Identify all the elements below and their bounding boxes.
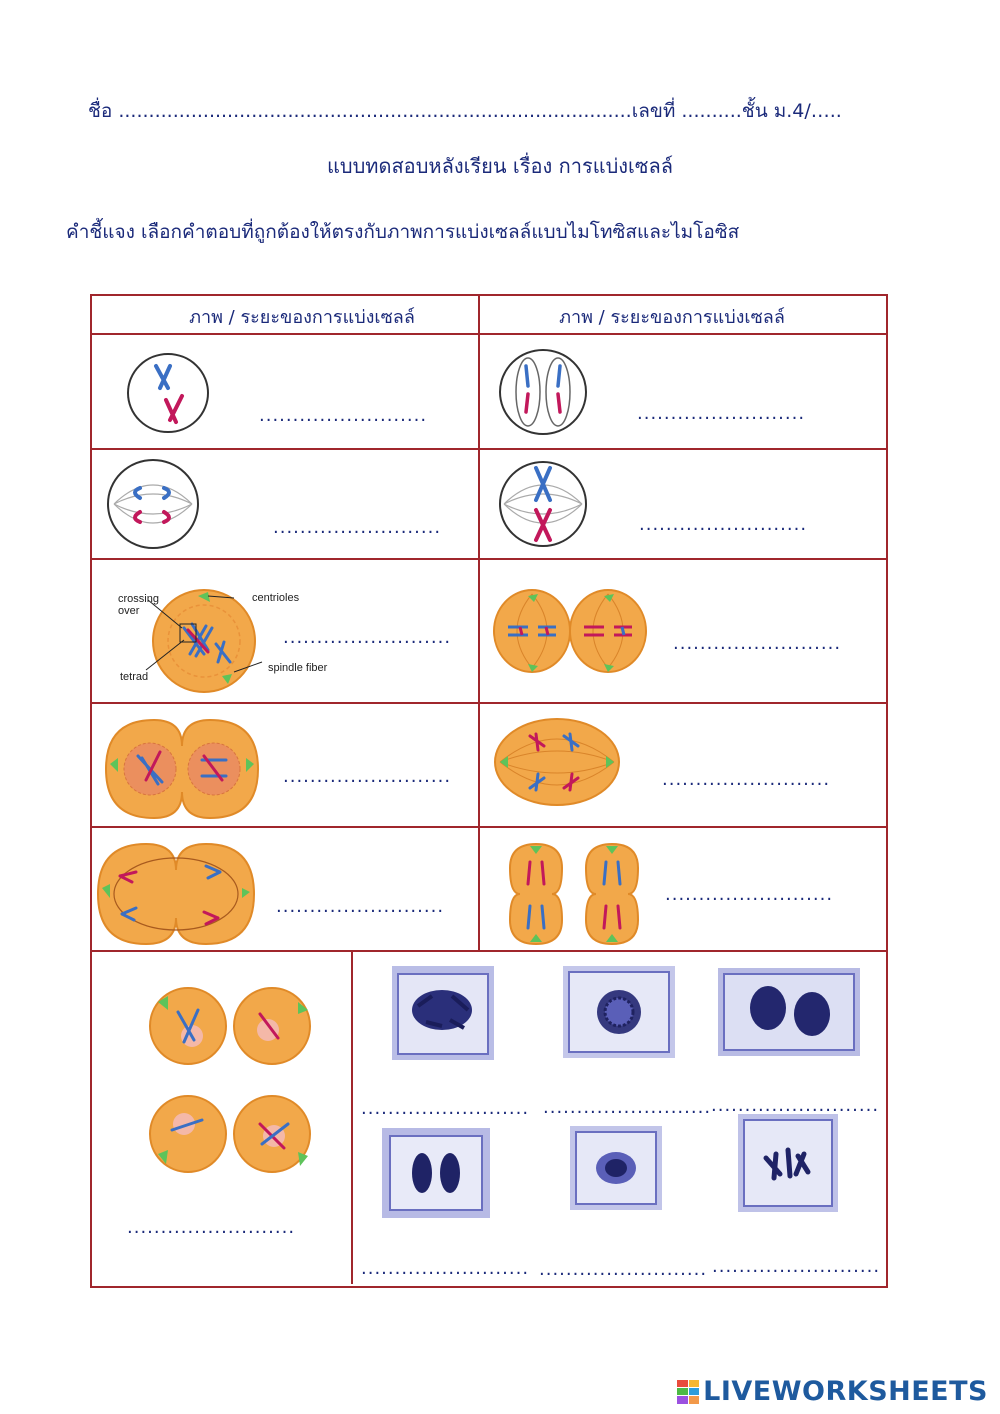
answer-blank[interactable]: ......................... xyxy=(273,517,442,538)
cell-metaphase-diagram xyxy=(496,458,590,550)
answer-blank[interactable]: ......................... xyxy=(665,884,834,905)
brand-name: LIVEWORKSHEETS xyxy=(703,1376,988,1407)
instruction-text: คำชี้แจง เลือกคำตอบที่ถูกต้องให้ตรงกับภาพการแบ่งเซลล์แบบไมโทซิสและไมโอซิส xyxy=(66,221,740,243)
cell-anaphase-two-diagram xyxy=(96,842,256,946)
micrograph-telophase xyxy=(382,1128,490,1218)
answer-blank[interactable]: ......................... xyxy=(361,1258,530,1279)
page-title: แบบทดสอบหลังเรียน เรื่อง การแบ่งเซลล์ xyxy=(327,154,673,178)
liveworksheets-logo xyxy=(677,1376,988,1407)
liveworksheets-icon xyxy=(677,1380,699,1404)
micrograph-prophase xyxy=(392,966,494,1060)
micrograph-anaphase xyxy=(718,968,860,1056)
table-divider xyxy=(92,702,886,704)
answer-blank[interactable]: ......................... xyxy=(539,1259,708,1280)
label-tetrad: tetrad xyxy=(120,671,149,683)
micrograph-early-prophase xyxy=(563,966,675,1058)
answer-blank[interactable]: ......................... xyxy=(259,405,428,426)
answer-blank[interactable]: ......................... xyxy=(712,1256,881,1277)
answer-blank[interactable]: ......................... xyxy=(662,769,831,790)
label-spindle-fiber: spindle fiber xyxy=(268,662,328,674)
cell-telophase-one-diagram xyxy=(104,716,260,822)
answer-blank[interactable]: ......................... xyxy=(361,1098,530,1119)
micrograph-interphase xyxy=(570,1126,662,1210)
answer-blank[interactable]: ......................... xyxy=(673,633,842,654)
table-divider xyxy=(92,826,886,828)
table-divider xyxy=(92,558,886,560)
answer-blank[interactable]: ......................... xyxy=(276,896,445,917)
answer-blank[interactable]: ......................... xyxy=(283,766,452,787)
table-divider xyxy=(92,448,886,450)
table-divider xyxy=(92,950,886,952)
table-divider xyxy=(92,333,886,335)
cell-four-daughter-diagram xyxy=(148,984,314,1176)
answer-blank[interactable]: ......................... xyxy=(639,514,808,535)
answer-blank[interactable]: ......................... xyxy=(543,1097,712,1118)
cell-anaphase-one-diagram xyxy=(492,716,622,808)
table-column-divider xyxy=(478,296,480,950)
cell-prophase-diagram xyxy=(124,350,212,436)
cell-telophase-two-diagram xyxy=(506,840,644,948)
column-header-left: ภาพ / ระยะของการแบ่งเซลล์ xyxy=(189,307,415,328)
column-header-right: ภาพ / ระยะของการแบ่งเซลล์ xyxy=(559,307,785,328)
label-crossing: crossing xyxy=(118,593,159,605)
cell-anaphase-diagram xyxy=(104,456,202,552)
table-column-divider xyxy=(351,952,353,1284)
micrograph-metaphase xyxy=(738,1114,838,1212)
cell-metaphase-two-diagram xyxy=(492,588,652,674)
answer-blank[interactable]: ......................... xyxy=(711,1095,880,1116)
answer-blank[interactable]: ......................... xyxy=(127,1217,296,1238)
label-centrioles: centrioles xyxy=(252,592,300,604)
label-over: over xyxy=(118,605,140,617)
student-info-line: ชื่อ .....................................................................................เลขที่ ..........ชั้น ม.4/….. xyxy=(88,100,842,122)
answer-blank[interactable]: ......................... xyxy=(637,403,806,424)
cell-telophase-diagram xyxy=(496,346,590,438)
answer-blank[interactable]: ......................... xyxy=(283,627,452,648)
